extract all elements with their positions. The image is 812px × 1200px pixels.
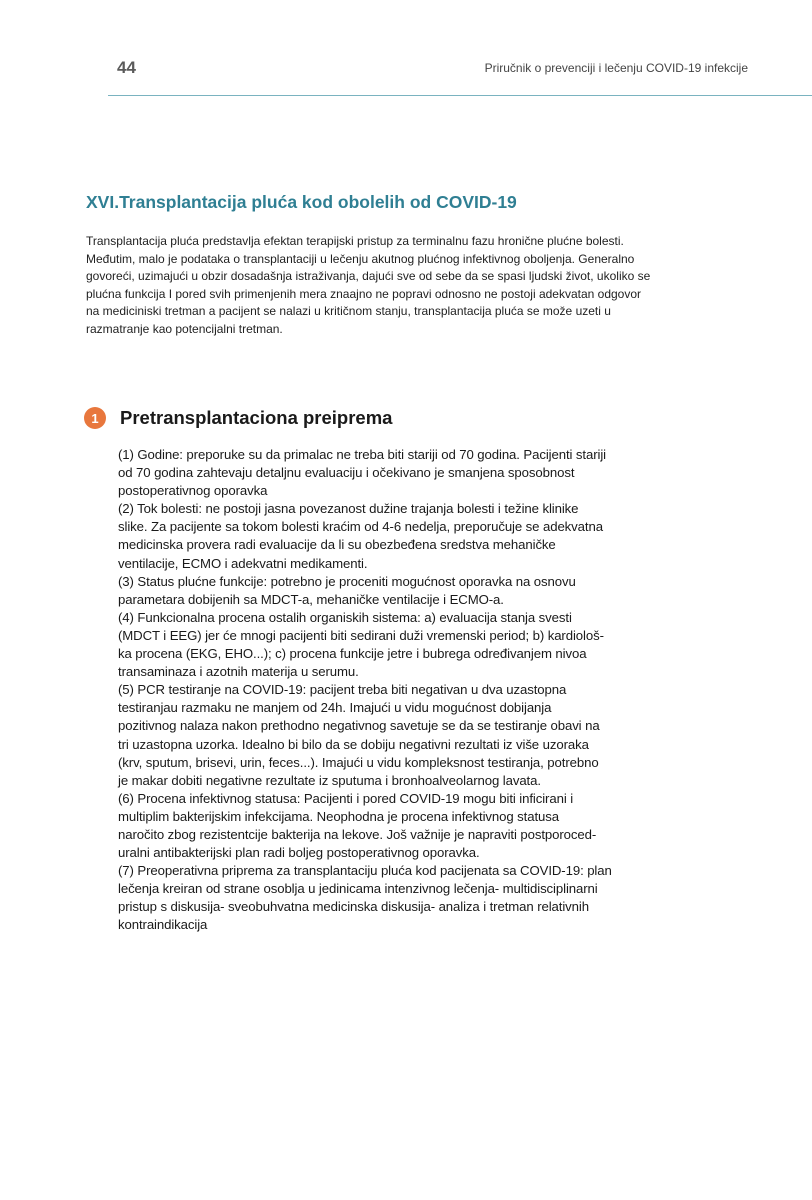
criteria-line: tri uzastopna uzorka. Idealno bi bilo da se dobiju negativni rezultati iz više uzoraka [118, 736, 589, 752]
intro-line: govoreći, uzimajući u obzir dosadašnja istraživanja, dajući sve od sebe da se spasi ljudski život, ukoliko se [86, 269, 651, 284]
criteria-line: je makar dobiti negativne rezultate iz sputuma i bronhoalveolarnog lavata. [118, 772, 541, 788]
criteria-line: multiplim bakterijskim infekcijama. Neophodna je procena infektivnog statusa [118, 808, 559, 824]
intro-line: razmatranje kao potencijalni tretman. [86, 321, 283, 336]
intro-paragraph [86, 233, 726, 339]
subsection-title: Pretransplantaciona preiprema [120, 407, 393, 428]
criteria-line: (1) Godine: preporuke su da primalac ne treba biti stariji od 70 godina. Pacijenti stariji [118, 447, 606, 462]
criteria-line: (2) Tok bolesti: ne postoji jasna povezanost dužine trajanja bolesti i težine klinike [118, 501, 579, 517]
criteria-line: kontraindikacija [118, 917, 208, 933]
intro-line: plućna funkcija I pored svih primenjenih mera znaajno ne popravi odnosno ne postoji adekvatan odgovor [86, 286, 642, 301]
criteria-line: (7) Preoperativna priprema za transplantaciju pluća kod pacijenata sa COVID-19: plan [118, 863, 612, 879]
criteria-line: (krv, sputum, brisevi, urin, feces...). Imajući u vidu kompleksnost testiranja, potrebno [118, 754, 599, 770]
criteria-line: postoperativnog oporavka [118, 483, 268, 499]
intro-line: na mediciniski tretman a pacijent se nalazi u kritičnom stanju, transplantacija pluća se može uzeti u [86, 304, 611, 319]
header-divider [108, 95, 812, 96]
criteria-line: ventilacije, ECMO i adekvatni medikamenti. [118, 555, 368, 571]
criteria-line: (6) Procena infektivnog statusa: Pacijenti i pored COVID-19 mogu biti inficirani i [118, 790, 574, 806]
subsection-number-badge: 1 [84, 407, 106, 429]
criteria-line: od 70 godina zahtevaju detaljnu evaluaciju i očekivano je smanjena sposobnost [118, 465, 575, 481]
subsection-heading [84, 404, 392, 432]
criteria-line: uralni antibakterijski plan radi boljeg postoperativnog oporavka. [118, 845, 480, 861]
intro-line: Transplantacija pluća predstavlja efektan terapijski pristup za terminalnu fazu hronične plućne bolesti. [86, 234, 624, 248]
criteria-line: naročito zbog rezistentcije bakterija na lekove. Još važnije je napraviti postporoced- [118, 826, 597, 842]
criteria-line: parametara dobijenih sa MDCT-a, mehaničke ventilacije i ECMO-a. [118, 591, 504, 607]
criteria-list [118, 446, 748, 935]
intro-line: Međutim, malo je podataka o transplantaciji u lečenju akutnog plućnog infektivnog oboljenja. Generalno [86, 251, 635, 266]
criteria-line: lečenja kreiran od strane osoblja u jedinicama intenzivnog lečenja- multidisciplinarni [118, 881, 598, 897]
criteria-line: medicinska provera radi evaluacije da li su obezbeđena sredstva mehaničke [118, 537, 556, 553]
page-number: 44 [117, 58, 136, 77]
criteria-line: pozitivnog nalaza nakon prethodno negativnog savetuje se da se testiranje obavi na [118, 718, 600, 734]
criteria-line: ka procena (EKG, EHO...); c) procena funkcije jetre i bubrega određivanjem nivoa [118, 646, 587, 662]
running-title: Priručnik o prevenciji i lečenju COVID-19 infekcije [484, 61, 748, 75]
criteria-line: (3) Status plućne funkcije: potrebno je proceniti mogućnost oporavka na osnovu [118, 573, 576, 589]
criteria-line: testiranjau razmaku ne manjem od 24h. Imajući u vidu mogućnost dobijanja [118, 700, 552, 716]
criteria-line: slike. Za pacijente sa tokom bolesti kraćim od 4-6 nedelja, preporučuje se adekvatna [118, 519, 603, 535]
section-title: XVI.Transplantacija pluća kod obolelih od COVID-19 [86, 192, 517, 212]
criteria-line: pristup s diskusija- sveobuhvatna medicinska diskusija- analiza i tretman relativnih [118, 899, 589, 915]
page-header [0, 0, 812, 100]
criteria-line: transaminaza i azotnih materija u serumu. [118, 664, 359, 680]
criteria-line: (5) PCR testiranje na COVID-19: pacijent treba biti negativan u dva uzastopna [118, 682, 567, 698]
criteria-line: (MDCT i EEG) jer će mnogi pacijenti biti sedirani duži vremenski period; b) kardiološ- [118, 627, 604, 643]
criteria-line: (4) Funkcionalna procena ostalih organiskih sistema: a) evaluacija stanja svesti [118, 609, 572, 625]
